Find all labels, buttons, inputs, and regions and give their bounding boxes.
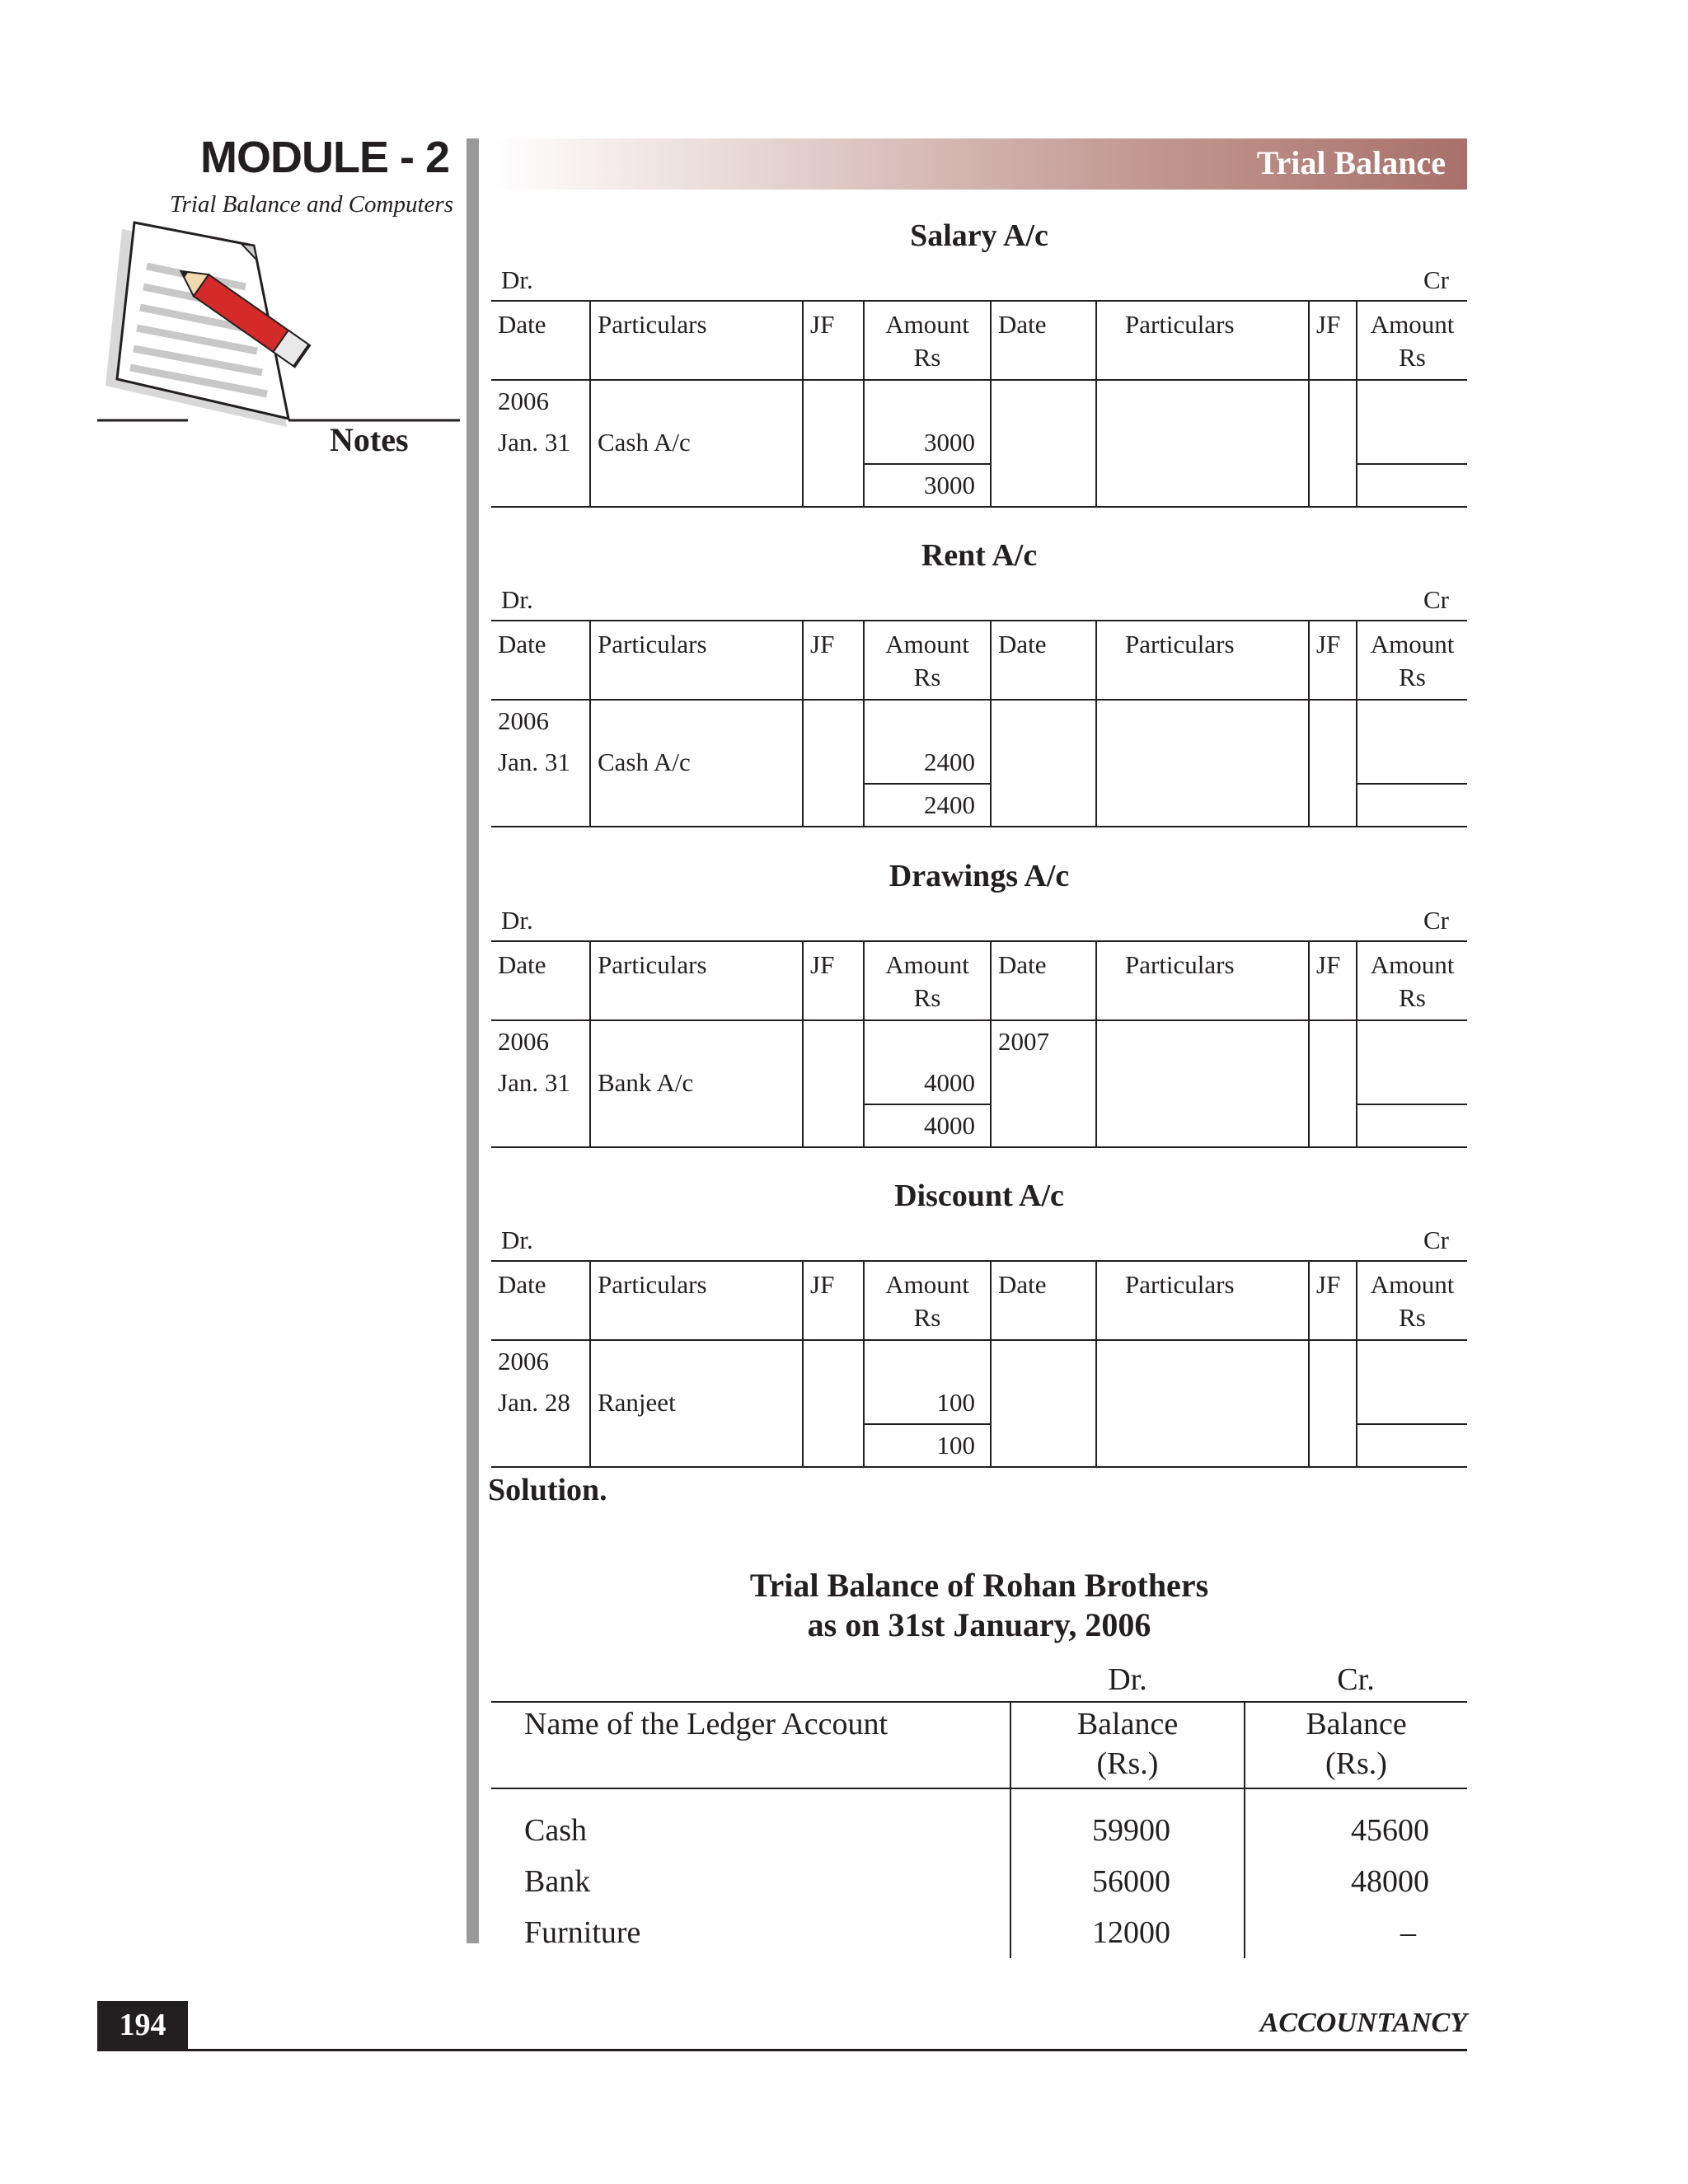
ledger-table: [491, 300, 1467, 508]
col-debit-balance: Balance (Rs.): [1010, 1702, 1245, 1788]
col-amount: Amount Rs: [1357, 941, 1467, 1020]
book-title: ACCOUNTANCY: [1259, 2008, 1467, 2038]
entry-date: Jan. 31: [498, 1068, 570, 1097]
entry-particulars: Bank A/c: [590, 1062, 803, 1104]
col-date: Date: [991, 301, 1096, 380]
col-date: Date: [498, 1270, 546, 1299]
col-jf: JF: [1309, 621, 1357, 700]
col-particulars: Particulars: [1096, 301, 1309, 380]
col-date: Date: [498, 310, 546, 339]
ledger-table: [491, 620, 1467, 827]
credit-label: Cr: [1423, 1226, 1449, 1254]
col-date: Date: [991, 1261, 1096, 1340]
total-amount: 100: [864, 1424, 991, 1467]
ledger-header-row: [491, 941, 1467, 1020]
ledger-entry-row: [491, 1062, 1467, 1104]
col-date: Date: [991, 621, 1096, 700]
footer-rule: [97, 2049, 1467, 2051]
ledger-total-row: [491, 464, 1467, 507]
account-name: Bank: [524, 1864, 591, 1899]
credit-label: Cr: [1423, 585, 1449, 614]
ledger-year-row: [491, 700, 1467, 742]
total-amount: 4000: [864, 1104, 991, 1147]
ledger-salary: [491, 213, 1467, 508]
ledger-header-row: [491, 621, 1467, 700]
credit-label: Cr: [1423, 265, 1449, 294]
col-jf: JF: [1309, 941, 1357, 1020]
debit-label: Dr.: [501, 265, 533, 294]
ledger-entry-row: [491, 1382, 1467, 1424]
trial-balance-table: [491, 1701, 1467, 1958]
debit-label: Dr.: [501, 1226, 533, 1254]
col-amount: Amount Rs: [864, 1261, 991, 1340]
col-date: Date: [498, 630, 546, 658]
entry-amount: 100: [864, 1382, 991, 1424]
account-name: Furniture: [524, 1915, 641, 1950]
col-particulars: Particulars: [590, 301, 803, 380]
entry-particulars: Ranjeet: [590, 1382, 803, 1424]
debit-balance: 59900: [1010, 1788, 1245, 1856]
col-amount: Amount Rs: [864, 621, 991, 700]
credit-year: [991, 380, 1096, 422]
ledger-entry-row: [491, 742, 1467, 784]
entry-date: Jan. 31: [498, 748, 570, 776]
section-header-bar: [491, 138, 1467, 190]
table-row: [491, 1907, 1467, 1958]
col-jf: JF: [1309, 1261, 1357, 1340]
ledger-entry-row: [491, 422, 1467, 464]
col-particulars: Particulars: [1096, 621, 1309, 700]
credit-balance: 45600: [1245, 1788, 1467, 1856]
debit-balance: 56000: [1010, 1856, 1245, 1907]
col-jf: JF: [1309, 301, 1357, 380]
ledger-total-row: [491, 1424, 1467, 1467]
credit-label: Cr: [1423, 906, 1449, 935]
ledger-total-row: [491, 1104, 1467, 1147]
debit-label: Dr.: [501, 585, 533, 614]
notes-label: Notes: [330, 421, 409, 458]
module-subtitle: Trial Balance and Computers: [170, 191, 453, 218]
col-jf: JF: [803, 1261, 864, 1340]
debit-label: Dr.: [1108, 1662, 1147, 1697]
total-amount: 2400: [864, 784, 991, 827]
entry-date: Jan. 28: [498, 1388, 570, 1417]
col-amount: Amount Rs: [1357, 1261, 1467, 1340]
credit-balance: 48000: [1245, 1856, 1467, 1907]
ledger-header-row: [491, 1261, 1467, 1340]
entry-amount: 2400: [864, 742, 991, 784]
trial-balance-title: Trial Balance of Rohan Brothers: [749, 1567, 1209, 1604]
entry-particulars: Cash A/c: [590, 422, 803, 464]
col-particulars: Particulars: [590, 941, 803, 1020]
total-amount: 3000: [864, 464, 991, 507]
table-row: [491, 1856, 1467, 1907]
module-title: MODULE - 2: [199, 133, 449, 182]
ledger-title: Rent A/c: [921, 538, 1038, 573]
credit-year: [991, 700, 1096, 742]
ledger-rent: [491, 532, 1467, 827]
page-number: 194: [97, 2001, 188, 2049]
ledger-title: Discount A/c: [894, 1179, 1064, 1213]
col-date: Date: [498, 950, 546, 979]
margin-rule: [467, 138, 479, 1943]
debit-balance: 12000: [1010, 1907, 1245, 1958]
col-amount: Amount Rs: [864, 941, 991, 1020]
ledger-discount: [491, 1173, 1467, 1468]
account-name: Cash: [524, 1813, 587, 1848]
ledger-table: [491, 1260, 1467, 1468]
ledger-year-row: [491, 1340, 1467, 1382]
col-date: Date: [991, 941, 1096, 1020]
table-row: [491, 1788, 1467, 1856]
credit-balance: –: [1245, 1907, 1467, 1958]
solution-label: Solution.: [488, 1473, 607, 1507]
col-particulars: Particulars: [590, 621, 803, 700]
col-amount: Amount Rs: [1357, 621, 1467, 700]
ledger-drawings: [491, 853, 1467, 1148]
col-particulars: Particulars: [590, 1261, 803, 1340]
ledger-table: [491, 940, 1467, 1148]
ledger-title: Salary A/c: [910, 218, 1048, 253]
entry-date: Jan. 31: [498, 428, 570, 457]
entry-particulars: Cash A/c: [590, 742, 803, 784]
trial-balance-header-row: [491, 1702, 1467, 1788]
ledger-year-row: [491, 380, 1467, 422]
col-ledger-account: Name of the Ledger Account: [524, 1707, 889, 1741]
entry-amount: 4000: [864, 1062, 991, 1104]
entry-year: 2006: [498, 1347, 549, 1376]
ledger-title: Drawings A/c: [889, 859, 1070, 893]
ledger-total-row: [491, 784, 1467, 827]
col-credit-balance: Balance (Rs.): [1245, 1702, 1467, 1788]
col-particulars: Particulars: [1096, 941, 1309, 1020]
col-amount: Amount Rs: [1357, 301, 1467, 380]
credit-label: Cr.: [1337, 1662, 1375, 1697]
credit-year: [991, 1340, 1096, 1382]
section-title: Trial Balance: [1256, 144, 1446, 181]
col-particulars: Particulars: [1096, 1261, 1309, 1340]
col-jf: JF: [803, 301, 864, 380]
col-jf: JF: [803, 621, 864, 700]
credit-year: 2007: [991, 1020, 1096, 1062]
col-amount: Amount Rs: [864, 301, 991, 380]
trial-balance-date: as on 31st January, 2006: [807, 1606, 1151, 1643]
ledger-header-row: [491, 301, 1467, 380]
entry-year: 2006: [498, 387, 549, 415]
entry-year: 2006: [498, 706, 549, 735]
entry-amount: 3000: [864, 422, 991, 464]
ledger-year-row: [491, 1020, 1467, 1062]
col-jf: JF: [803, 941, 864, 1020]
entry-year: 2006: [498, 1027, 549, 1056]
debit-label: Dr.: [501, 906, 533, 935]
